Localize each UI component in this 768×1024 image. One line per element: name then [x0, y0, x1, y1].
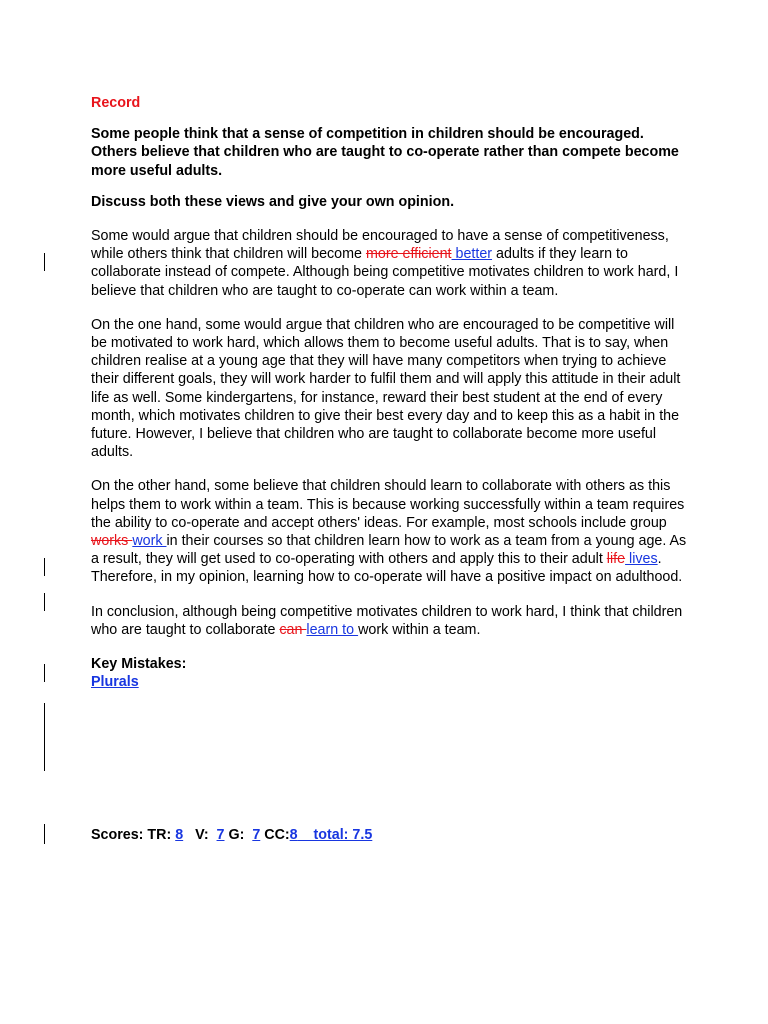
document-page: [91, 94, 691, 691]
inserted-text: work: [132, 533, 167, 550]
change-bar: [44, 253, 45, 271]
score-gap: [298, 827, 314, 843]
deleted-text: more efficient: [365, 246, 452, 263]
score-v-link[interactable]: 7: [216, 827, 225, 843]
change-bar: [44, 703, 45, 771]
paragraph-intro: [91, 227, 691, 300]
paragraph-conclusion: [91, 603, 691, 639]
deleted-text: life: [606, 551, 626, 568]
change-bar: [44, 558, 45, 576]
deleted-text: can: [279, 621, 307, 638]
text: in their courses so that children learn how to work as a team from a young age. As a result, they will get used to co-operating with others and apply this to their adult: [91, 533, 687, 568]
text: On the other hand, some believe that children should learn to collaborate with others as this helps them to work within a team. This is because working successfully within a team requires the ability to co-operate and accept others' ideas. For example, most schools include group: [91, 478, 685, 531]
score-total: total: 7.5: [313, 827, 373, 843]
scores-line: [91, 826, 372, 844]
inserted-text: learn to: [306, 621, 359, 638]
paragraph-body-2: [91, 477, 691, 586]
text: In conclusion, although being competitive motivates children to work hard, I think that children who are taught to collaborate: [91, 603, 683, 638]
essay-instruction: Discuss both these views and give your own opinion.: [91, 193, 455, 210]
key-mistakes-list: [91, 673, 691, 691]
score-g-link[interactable]: 7: [252, 827, 261, 843]
score-tr-label: Scores: TR:: [91, 827, 176, 843]
score-v-label: V:: [183, 827, 217, 843]
score-cc-link[interactable]: [290, 827, 373, 843]
text: Some would argue that children should be encouraged to have a sense of competitiveness, while others think that children will become: [91, 228, 669, 263]
change-bar: [44, 664, 45, 682]
paragraph-body-1: On the one hand, some would argue that children who are encouraged to be competitive will be motivated to work hard, which allows them to become useful adults. That is to say, when children realise at a young age that they will have many competitors when trying to achieve their different goals, they will work harder to fulfil them and will apply this attitude in their adult life as well. Some kindergartens, for instance, reward their best student at the end of every month, which motivates children to give their best every day and to keep this as a habit in the future. However, I believe that children who are taught to collaborate become more useful adults.: [91, 316, 681, 461]
score-tr-link[interactable]: 8: [175, 827, 184, 843]
essay-prompt: Some people think that a sense of competition in children should be encouraged. Others believe that children who are taught to co-operate rather than compete become more useful adults.: [91, 126, 679, 179]
score-cc-value: 8: [289, 827, 298, 843]
text: adults if they learn to collaborate instead of compete. Although being competitive motivates children to work hard, I believe that children who are taught to co-operate can work within a team.: [91, 246, 679, 299]
inserted-text: better: [451, 246, 493, 263]
document-heading: Record: [91, 95, 141, 111]
key-mistake-link-plurals[interactable]: Plurals: [91, 674, 139, 691]
score-g-label: G:: [224, 827, 253, 843]
key-mistakes-label: Key Mistakes:: [91, 656, 187, 673]
inserted-text: lives: [625, 551, 658, 568]
text: work within a team.: [358, 621, 481, 638]
text: . Therefore, in my opinion, learning how to co-operate will have a positive impact on adulthood.: [91, 551, 683, 586]
change-bar: [44, 593, 45, 611]
deleted-text: works: [91, 533, 133, 550]
score-cc-label: CC:: [260, 827, 290, 843]
change-bar: [44, 824, 45, 844]
